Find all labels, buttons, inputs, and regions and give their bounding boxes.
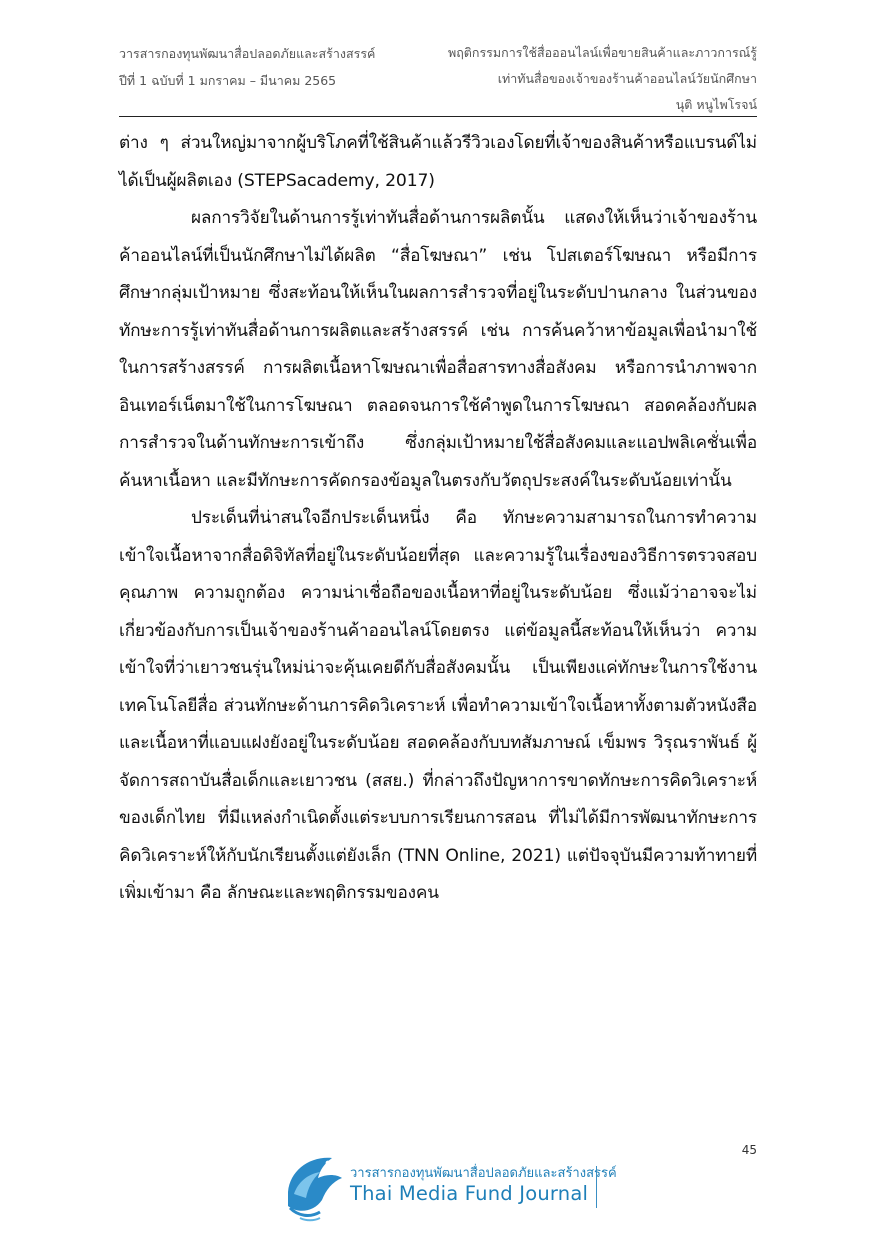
paragraph-1: ต่าง ๆ ส่วนใหญ่มาจากผู้บริโภคที่ใช้สินค้าแล้วรีวิวเองโดยที่เจ้าของสินค้าหรือแบรนด์ไม่ได้เป็นผู้ผลิตเอง (STEPSacademy, 2017) [119,133,757,191]
article-title-line1: พฤติกรรมการใช้สื่อออนไลน์เพื่อขายสินค้าและภาวการณ์รู้ [447,45,757,60]
article-title-line2: เท่าทันสื่อของเจ้าของร้านค้าออนไลน์วัยนักศึกษา [497,71,757,86]
logo-english-text: Thai Media Fund Journal [350,1182,589,1205]
issue-info: ปีที่ 1 ฉบับที่ 1 มกราคม – มีนาคม 2565 [119,73,337,88]
journal-title: วารสารกองทุนพัฒนาสื่อปลอดภัยและสร้างสรรค์ [119,46,376,61]
author-name: นุติ หนูไพโรจน์ [675,97,757,112]
logo-divider [596,1166,597,1208]
running-header-right [337,40,757,118]
header-divider [119,116,757,117]
article-body [119,125,757,913]
bird-icon [280,1148,346,1224]
paragraph-2: ผลการวิจัยในด้านการรู้เท่าทันสื่อด้านการผลิตนั้น แสดงให้เห็นว่าเจ้าของร้านค้าออนไลน์ที่เป็นนักศึกษาไม่ได้ผลิต “สื่อโฆษณา” เช่น โปสเตอร์โฆษณา หรือมีการศึกษากลุ่มเป้าหมาย ซึ่งสะท้อนให้เห็นในผลการสำรวจที่อยู่ในระดับปานกลาง ในส่วนของทักษะการรู้เท่าทันสื่อด้านการผลิตและสร้างสรรค์ เช่น การค้นคว้าหาข้อมูลเพื่อนำมาใช้ในการสร้างสรรค์ การผลิตเนื้อหาโฆษณาเพื่อสื่อสารทางสื่อสังคม หรือการนำภาพจากอินเทอร์เน็ตมาใช้ในการโฆษณา ตลอดจนการใช้คำพูดในการโฆษณา สอดคล้องกับผลการสำรวจในด้านทักษะการเข้าถึง ซึ่งกลุ่มเป้าหมายใช้สื่อสังคมและแอปพลิเคชั่นเพื่อค้นหาเนื้อหา และมีทักษะการคัดกรองข้อมูลในตรงกับวัตถุประสงค์ในระดับน้อยเท่านั้น [119,208,757,491]
paragraph-3: ประเด็นที่น่าสนใจอีกประเด็นหนึ่ง คือ ทักษะความสามารถในการทำความเข้าใจเนื้อหาจากสื่อดิจิทัลที่อยู่ในระดับน้อยที่สุด และความรู้ในเรื่องของวิธีการตรวจสอบคุณภาพ ความถูกต้อง ความน่าเชื่อถือของเนื้อหาที่อยู่ในระดับน้อย ซึ่งแม้ว่าอาจจะไม่เกี่ยวข้องกับการเป็นเจ้าของร้านค้าออนไลน์โดยตรง แต่ข้อมูลนี้สะท้อนให้เห็นว่า ความเข้าใจที่ว่าเยาวชนรุ่นใหม่น่าจะคุ้นเคยดีกับสื่อสังคมนั้น เป็นเพียงแค่ทักษะในการใช้งานเทคโนโลยีสื่อ ส่วนทักษะด้านการคิดวิเคราะห์ เพื่อทำความเข้าใจเนื้อหาทั้งตามตัวหนังสือและเนื้อหาที่แอบแฝงยังอยู่ในระดับน้อย สอดคล้องกับบทสัมภาษณ์ เข็มพร วิรุณราพันธ์ ผู้จัดการสถาบันสื่อเด็กและเยาวชน (สสย.) ที่กล่าวถึงปัญหาการขาดทักษะการคิดวิเคราะห์ของเด็กไทย ที่มีแหล่งกำเนิดตั้งแต่ระบบการเรียนการสอน ที่ไม่ได้มีการพัฒนาทักษะการคิดวิเคราะห์ให้กับนักเรียนตั้งแต่ยังเล็ก (TNN Online, 2021) แต่ปัจจุบันมีความท้าทายที่เพิ่มเข้ามา คือ ลักษณะและพฤติกรรมของคน [119,508,757,903]
logo-thai-text: วารสารกองทุนพัฒนาสื่อปลอดภัยและสร้างสรรค์ [350,1166,617,1181]
journal-logo [280,1148,617,1224]
page-number: 45 [741,1143,757,1157]
